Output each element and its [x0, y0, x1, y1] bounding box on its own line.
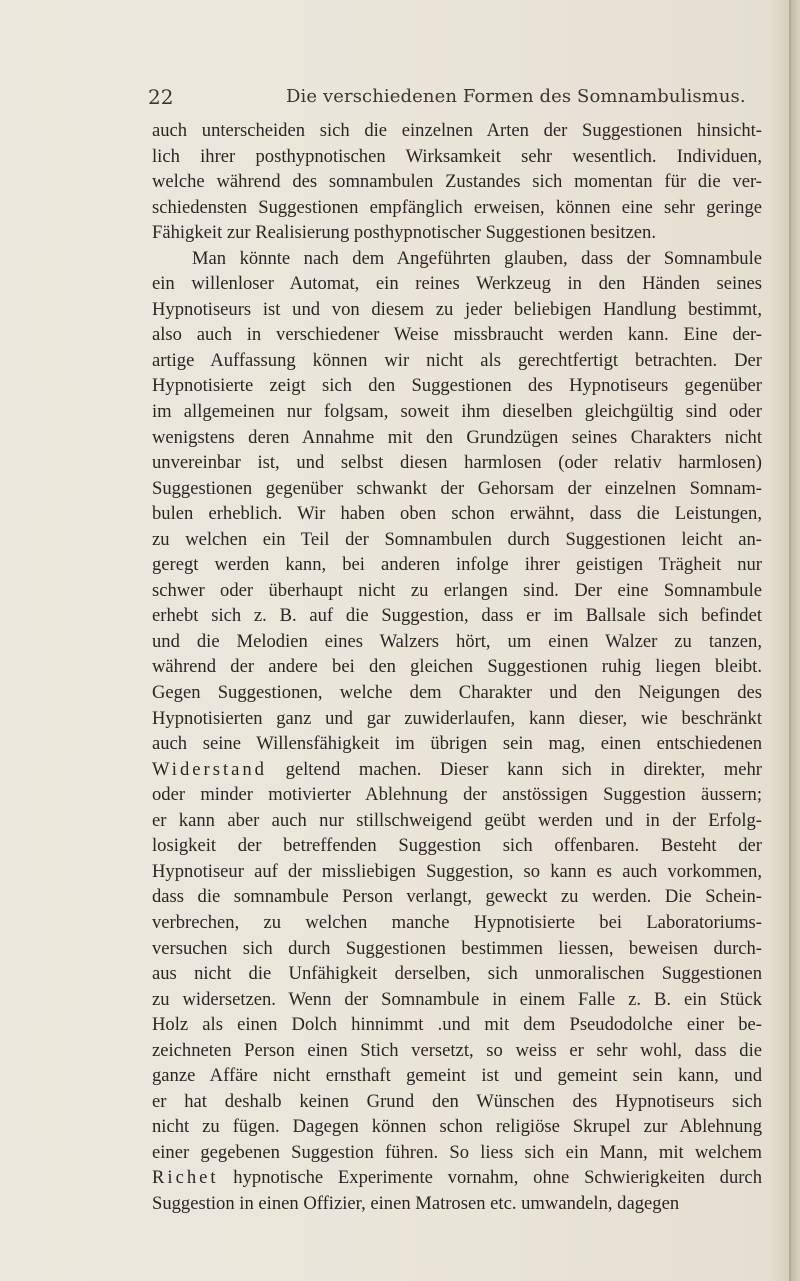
text-line: er hat deshalb keinen Grund den Wünschen des Hypnotiseurs sich: [152, 1090, 762, 1112]
text-line: nicht zu fügen. Dagegen können schon religiöse Skrupel zur Ablehnung: [152, 1116, 762, 1138]
text-line: Hypnotisierte zeigt sich den Suggestionen des Hypnotiseurs gegenüber: [152, 375, 762, 397]
text-line: zu welchen ein Teil der Somnambulen durch Suggestionen leicht an-: [152, 528, 762, 550]
text-line: erhebt sich z. B. auf die Suggestion, dass er im Ballsale sich befindet: [152, 605, 762, 627]
page-edge-shadow: [791, 0, 800, 1281]
text-line: Holz als einen Dolch hinnimmt .und mit dem Pseudodolche einer be-: [152, 1014, 762, 1036]
text-line: Hypnotisierten ganz und gar zuwiderlaufen, kann dieser, wie beschränkt: [152, 707, 762, 729]
text-line: ein willenloser Automat, ein reines Werkzeug in den Händen seines: [152, 273, 762, 295]
text-line: versuchen sich durch Suggestionen bestimmen liessen, beweisen durch-: [152, 937, 762, 959]
body-text: [152, 118, 772, 1217]
text-line: einer gegebenen Suggestion führen. So liess sich ein Mann, mit welchem: [152, 1141, 762, 1163]
spaced-emphasis: Widerstand: [152, 758, 267, 780]
text-line: ganze Affäre nicht ernsthaft gemeint ist und gemeint sein kann, und: [152, 1065, 762, 1087]
text-line: geregt werden kann, bei anderen infolge ihrer geistigen Trägheit nur: [152, 554, 762, 576]
running-title: Die verschiedenen Formen des Somnambulismus.: [286, 86, 746, 107]
page-header: [148, 84, 748, 110]
text-line: dass die somnambule Person verlangt, geweckt zu werden. Die Schein-: [152, 886, 762, 908]
text-line: lich ihrer posthypnotischen Wirksamkeit sehr wesentlich. Individuen,: [152, 145, 762, 167]
text-line: auch unterscheiden sich die einzelnen Arten der Suggestionen hinsicht-: [152, 120, 762, 141]
text-line: verbrechen, zu welchen manche Hypnotisierte bei Laboratoriums-: [152, 911, 762, 933]
text-line: also auch in verschiedener Weise missbraucht werden kann. Eine der-: [152, 324, 762, 346]
text-line: schiedensten Suggestionen empfänglich erweisen, können eine sehr geringe: [152, 196, 762, 218]
text-line: wenigstens deren Annahme mit den Grundzügen seines Charakters nicht: [152, 426, 762, 448]
text-line: Suggestionen gegenüber schwankt der Gehorsam der einzelnen Somnam-: [152, 477, 762, 499]
text-line: bulen erheblich. Wir haben oben schon erwähnt, dass die Leistungen,: [152, 503, 762, 525]
text-line: während der andere bei den gleichen Suggestionen ruhig liegen bleibt.: [152, 656, 762, 678]
text-line: Richet hypnotische Experimente vornahm, ohne Schwierigkeiten durch: [152, 1167, 762, 1189]
text-line: zu widersetzen. Wenn der Somnambule in einem Falle z. B. ein Stück: [152, 988, 762, 1010]
text-line: Suggestion in einen Offizier, einen Matrosen etc. umwandeln, dagegen: [152, 1192, 680, 1214]
text-line: schwer oder überhaupt nicht zu erlangen sind. Der eine Somnambule: [152, 579, 762, 601]
text-line: Widerstand geltend machen. Dieser kann sich in direkter, mehr: [152, 758, 762, 780]
text-line: aus nicht die Unfähigkeit derselben, sich unmoralischen Suggestionen: [152, 963, 762, 985]
text-line: Hypnotiseur auf der missliebigen Suggestion, so kann es auch vorkommen,: [152, 860, 762, 882]
text-line: auch seine Willensfähigkeit im übrigen sein mag, einen entschiedenen: [152, 733, 762, 755]
text-line: Man könnte nach dem Angeführten glauben, dass der Somnambule: [192, 247, 762, 269]
page-number: 22: [148, 85, 174, 109]
spaced-emphasis: Richet: [152, 1167, 219, 1189]
text-line: im allgemeinen nur folgsam, soweit ihm dieselben gleichgültig sind oder: [152, 401, 762, 423]
text-line: oder minder motivierter Ablehnung der anstössigen Suggestion äussern;: [152, 784, 762, 806]
text-line: er kann aber auch nur stillschweigend geübt werden und in der Erfolg-: [152, 809, 762, 831]
text-line: und die Melodien eines Walzers hört, um einen Walzer zu tanzen,: [152, 630, 762, 652]
text-line: Fähigkeit zur Realisierung posthypnotischer Suggestionen besitzen.: [152, 222, 657, 244]
text-line: losigkeit der betreffenden Suggestion sich offenbaren. Besteht der: [152, 835, 762, 857]
text-line: zeichneten Person einen Stich versetzt, so weiss er sehr wohl, dass die: [152, 1039, 762, 1061]
text-line: unvereinbar ist, und selbst diesen harmlosen (oder relativ harmlosen): [152, 452, 762, 474]
text-line: Gegen Suggestionen, welche dem Charakter und den Neigungen des: [152, 682, 762, 704]
text-line: Hypnotiseurs ist und von diesem zu jeder beliebigen Handlung bestimmt,: [152, 298, 762, 320]
text-line: artige Auffassung können wir nicht als gerechtfertigt betrachten. Der: [152, 349, 762, 371]
text-line: welche während des somnambulen Zustandes sich momentan für die ver-: [152, 171, 762, 193]
